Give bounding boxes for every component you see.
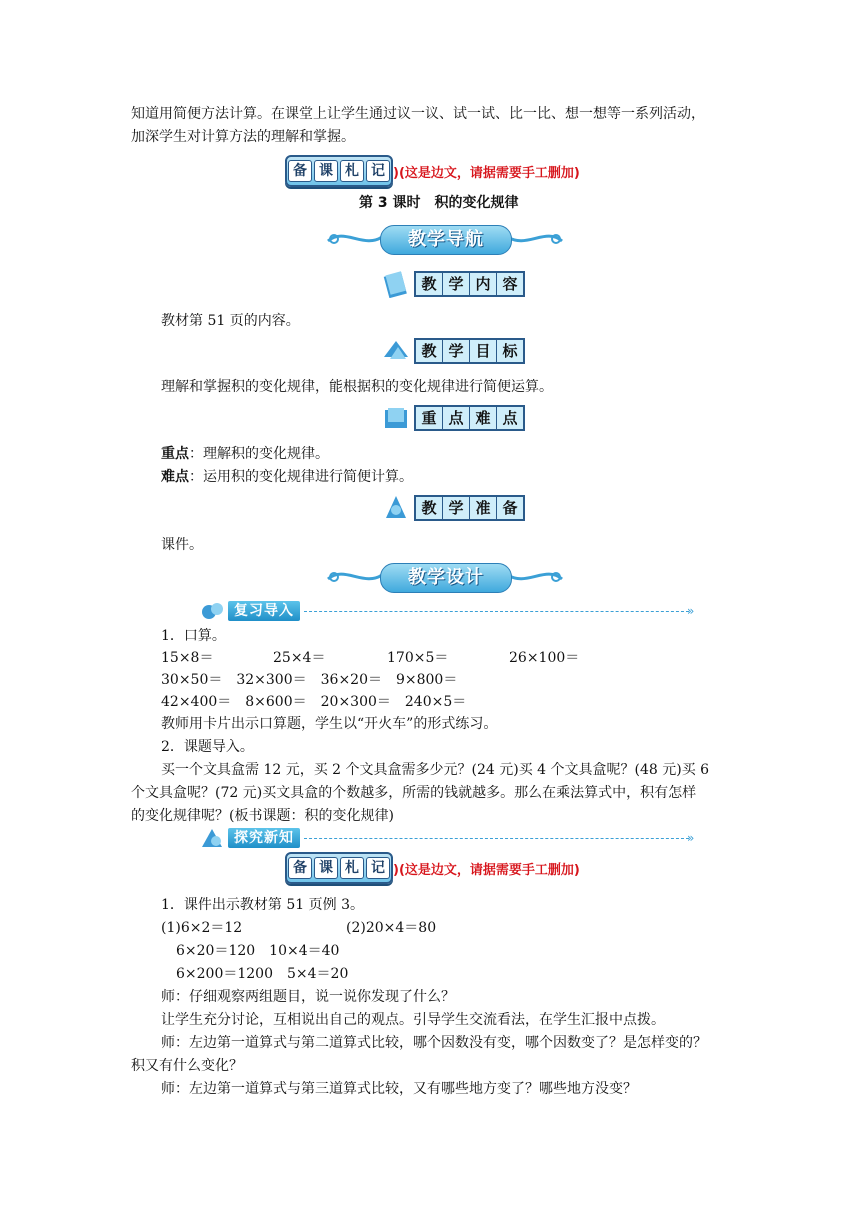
teacher-question-2a: 师：左边第一道算式与第二道算式比较，哪个因数没有变，哪个因数变了？是怎样变的？ [161,1035,707,1051]
teacher-question-2b: 积又有什么变化？ [131,1058,243,1074]
banner-title: 教学导航 [380,225,512,255]
teacher-question-1: 师：仔细观察两组题目，说一说你发现了什么？ [161,989,455,1005]
calc-row-1-c: 170×5＝ [387,650,449,666]
double-arrow-icon: » [687,831,695,845]
teacher-question-3: 师：左边第一道算式与第三道算式比较，又有哪些地方变了？哪些地方没变？ [161,1081,637,1097]
review-icon [200,600,226,622]
calc-row-1-b: 25×4＝ [273,650,326,666]
phase-label: 探究新知 [228,828,300,848]
review-note: 教师用卡片出示口算题，学生以“开火车”的形式练习。 [161,716,498,732]
folder-icon [382,404,410,432]
discussion-note: 让学生充分讨论，互相说出自己的观点。引导学生交流看法，在学生汇报中点拨。 [161,1012,665,1028]
lesson-memo-1 [285,155,580,187]
review-para-2: 个文具盒呢？(72 元)买文具盒的个数越多，所需的钱就越多。那么在乘法算式中，积有怎样 [131,785,697,801]
calc-row-2: 30×50＝ 32×300＝ 36×20＝ 9×800＝ [161,672,458,688]
phase-review-intro [200,600,694,622]
banner-title: 教学设计 [380,563,512,593]
review-item-2: 2．课题导入。 [161,739,254,755]
lesson-title: 第 3 课时 积的变化规律 [359,195,519,211]
equation-right-1: (2)20×4＝80 [346,920,437,936]
review-para-1: 买一个文具盒需 12 元，买 2 个文具盒需多少元？(24 元)买 4 个文具盒呢？(48 元)买 6 [161,762,710,778]
banner-teaching-design [324,561,566,593]
content-text: 教材第 51 页的内容。 [161,313,300,329]
phase-label: 复习导入 [228,601,300,621]
equation-left-1: (1)6×2＝12 [161,920,243,936]
calc-row-3: 42×400＝ 8×600＝ 20×300＝ 240×5＝ [161,694,467,710]
memo-badge: 备 课 札 记 [285,852,393,884]
prep-text: 课件。 [161,537,203,553]
target-icon [382,337,410,365]
memo-badge: 备 课 札 记 [285,155,393,187]
hard-point-line: 难点：运用积的变化规律进行简便计算。 [161,469,413,485]
lesson-memo-2 [285,852,580,884]
explore-item-1: 1．课件出示教材第 51 页例 3。 [161,897,364,913]
dashed-divider [304,611,689,612]
key-point-line: 重点：理解积的变化规律。 [161,446,329,462]
memo-note: )(这是边文，请据需要手工删加) [393,165,580,181]
review-para-3: 的变化规律呢？(板书课题：积的变化规律) [131,808,394,824]
section-teaching-prep: 教 学 准 备 [382,494,525,522]
section-key-points: 重 点 难 点 [382,404,525,432]
explore-icon [200,827,226,849]
double-arrow-icon: » [687,604,695,618]
intro-line-1: 知道用简便方法计算。在课堂上让学生通过议一议、试一试、比一比、想一想等一系列活动， [131,106,705,122]
banner-teaching-nav [324,223,566,255]
section-teaching-goal: 教 学 目 标 [382,337,525,365]
dashed-divider [304,838,689,839]
equation-row-2: 6×20＝120 10×4＝40 [176,943,340,959]
section-teaching-content: 教 学 内 容 [382,270,525,298]
intro-line-2: 加深学生对计算方法的理解和掌握。 [131,129,355,145]
book-icon [382,270,410,298]
goal-text: 理解和掌握积的变化规律，能根据积的变化规律进行简便运算。 [161,379,553,395]
phase-explore-new [200,827,694,849]
calc-row-1-d: 26×100＝ [509,650,580,666]
review-item-1: 1．口算。 [161,628,226,644]
equation-row-3: 6×200＝1200 5×4＝20 [176,966,349,982]
calc-row-1-a: 15×8＝ [161,650,214,666]
memo-note: )(这是边文，请据需要手工删加) [393,862,580,878]
prep-icon [382,494,410,522]
